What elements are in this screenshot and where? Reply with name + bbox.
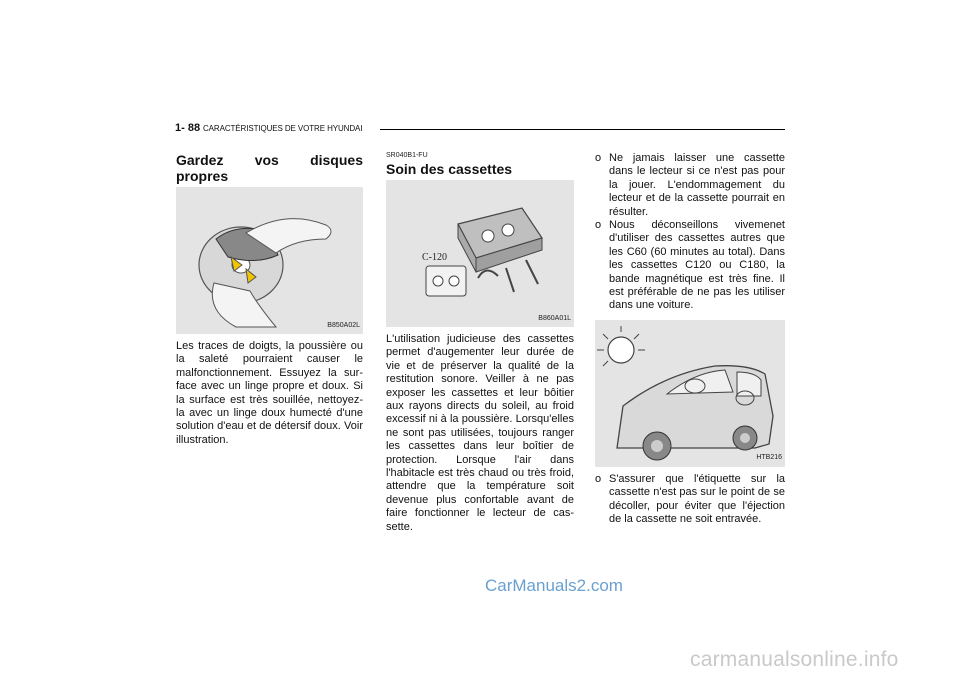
section-title: CARACTÉRISTIQUES DE VOTRE HYUNDAI — [203, 124, 363, 133]
figure-code-b850: B850A02L — [327, 321, 360, 329]
disc-care-heading: Gardez vos disques propres — [176, 152, 363, 184]
bullet-text: S'assurer que l'étiquette sur la cassette n'est pas sur le point de se décoller, pour éviter que l'éjection de la cassette ne soit entravée. — [609, 472, 785, 526]
header-rule — [380, 129, 785, 130]
car-sun-drawing — [595, 320, 785, 467]
bullet-mark: o — [595, 472, 602, 485]
page-header — [175, 122, 785, 136]
cassette-type-label: C-120 — [422, 252, 447, 263]
disc-care-text: Les traces de doigts, la poussière ou la saleté pourraient causer le malfonctionnement. Essuyez la sur-face avec un linge propre et doux. Si la surface est très souillée, nettoyez-la avec un linge doux humecté d'une solution d'eau et de détersif doux. Voir illustration. — [176, 340, 363, 446]
column-cassette-care — [386, 152, 574, 534]
figure-code-htb216: HTB216 — [756, 454, 782, 462]
bullet-item — [595, 152, 785, 219]
cassette-drawing — [386, 180, 574, 327]
bullet-item — [595, 219, 785, 313]
bullet-text: Ne jamais laisser une cassette dans le lecteur si ce n'est pas pour la jouer. L'endommagement du lecteur et de la cassette pourrait en résulter. — [609, 152, 785, 218]
watermark-carmanualsonline: carmanualsonline.info — [690, 648, 899, 671]
disc-cleaning-illustration — [176, 187, 363, 334]
section-code: SR040B1-FU — [386, 152, 428, 159]
bullet-mark: o — [595, 219, 602, 232]
bullet-text: Nous déconseillons vivemenet d'utiliser des cassettes autres que les C60 (60 minutes au total). Dans les cassettes C120 ou C180, la bande magnétique est très fine. Il est préférable de ne pas les utiliser dans une voiture. — [609, 219, 785, 312]
cassette-care-text: L'utilisation judicieuse des cassettes permet d'augementer leur durée de vie et de préserver la qualité de la restitution sonore. Veiller à ne pas exposer les cassettes et leur bôitier aux rayons directs du soleil, au froid excessif ni à la poussière. Lorsqu'elles ne sont pas utilisées, toujours ranger les cassettes dans leur boîtier de protection. Lorsque l'air dans l'habitacle est très chaud ou très froid, attendre que la température soit devenue plus confortable avant de faire fonctionner le lecteur de cas-sette. — [386, 333, 574, 533]
figure-code-b860: B860A01L — [538, 314, 571, 322]
cassette-illustration — [386, 180, 574, 327]
page-number: 1- 88 — [175, 122, 201, 134]
bullet-item — [595, 473, 785, 527]
disc-cleaning-drawing — [176, 187, 363, 334]
column-disc-care — [176, 152, 363, 447]
bullet-mark: o — [595, 152, 602, 164]
column-cassette-warnings — [595, 152, 785, 527]
watermark-carmanuals2: CarManuals2.com — [485, 576, 623, 595]
cassette-care-heading: Soin des cassettes — [386, 161, 513, 177]
car-sun-illustration — [595, 320, 785, 467]
